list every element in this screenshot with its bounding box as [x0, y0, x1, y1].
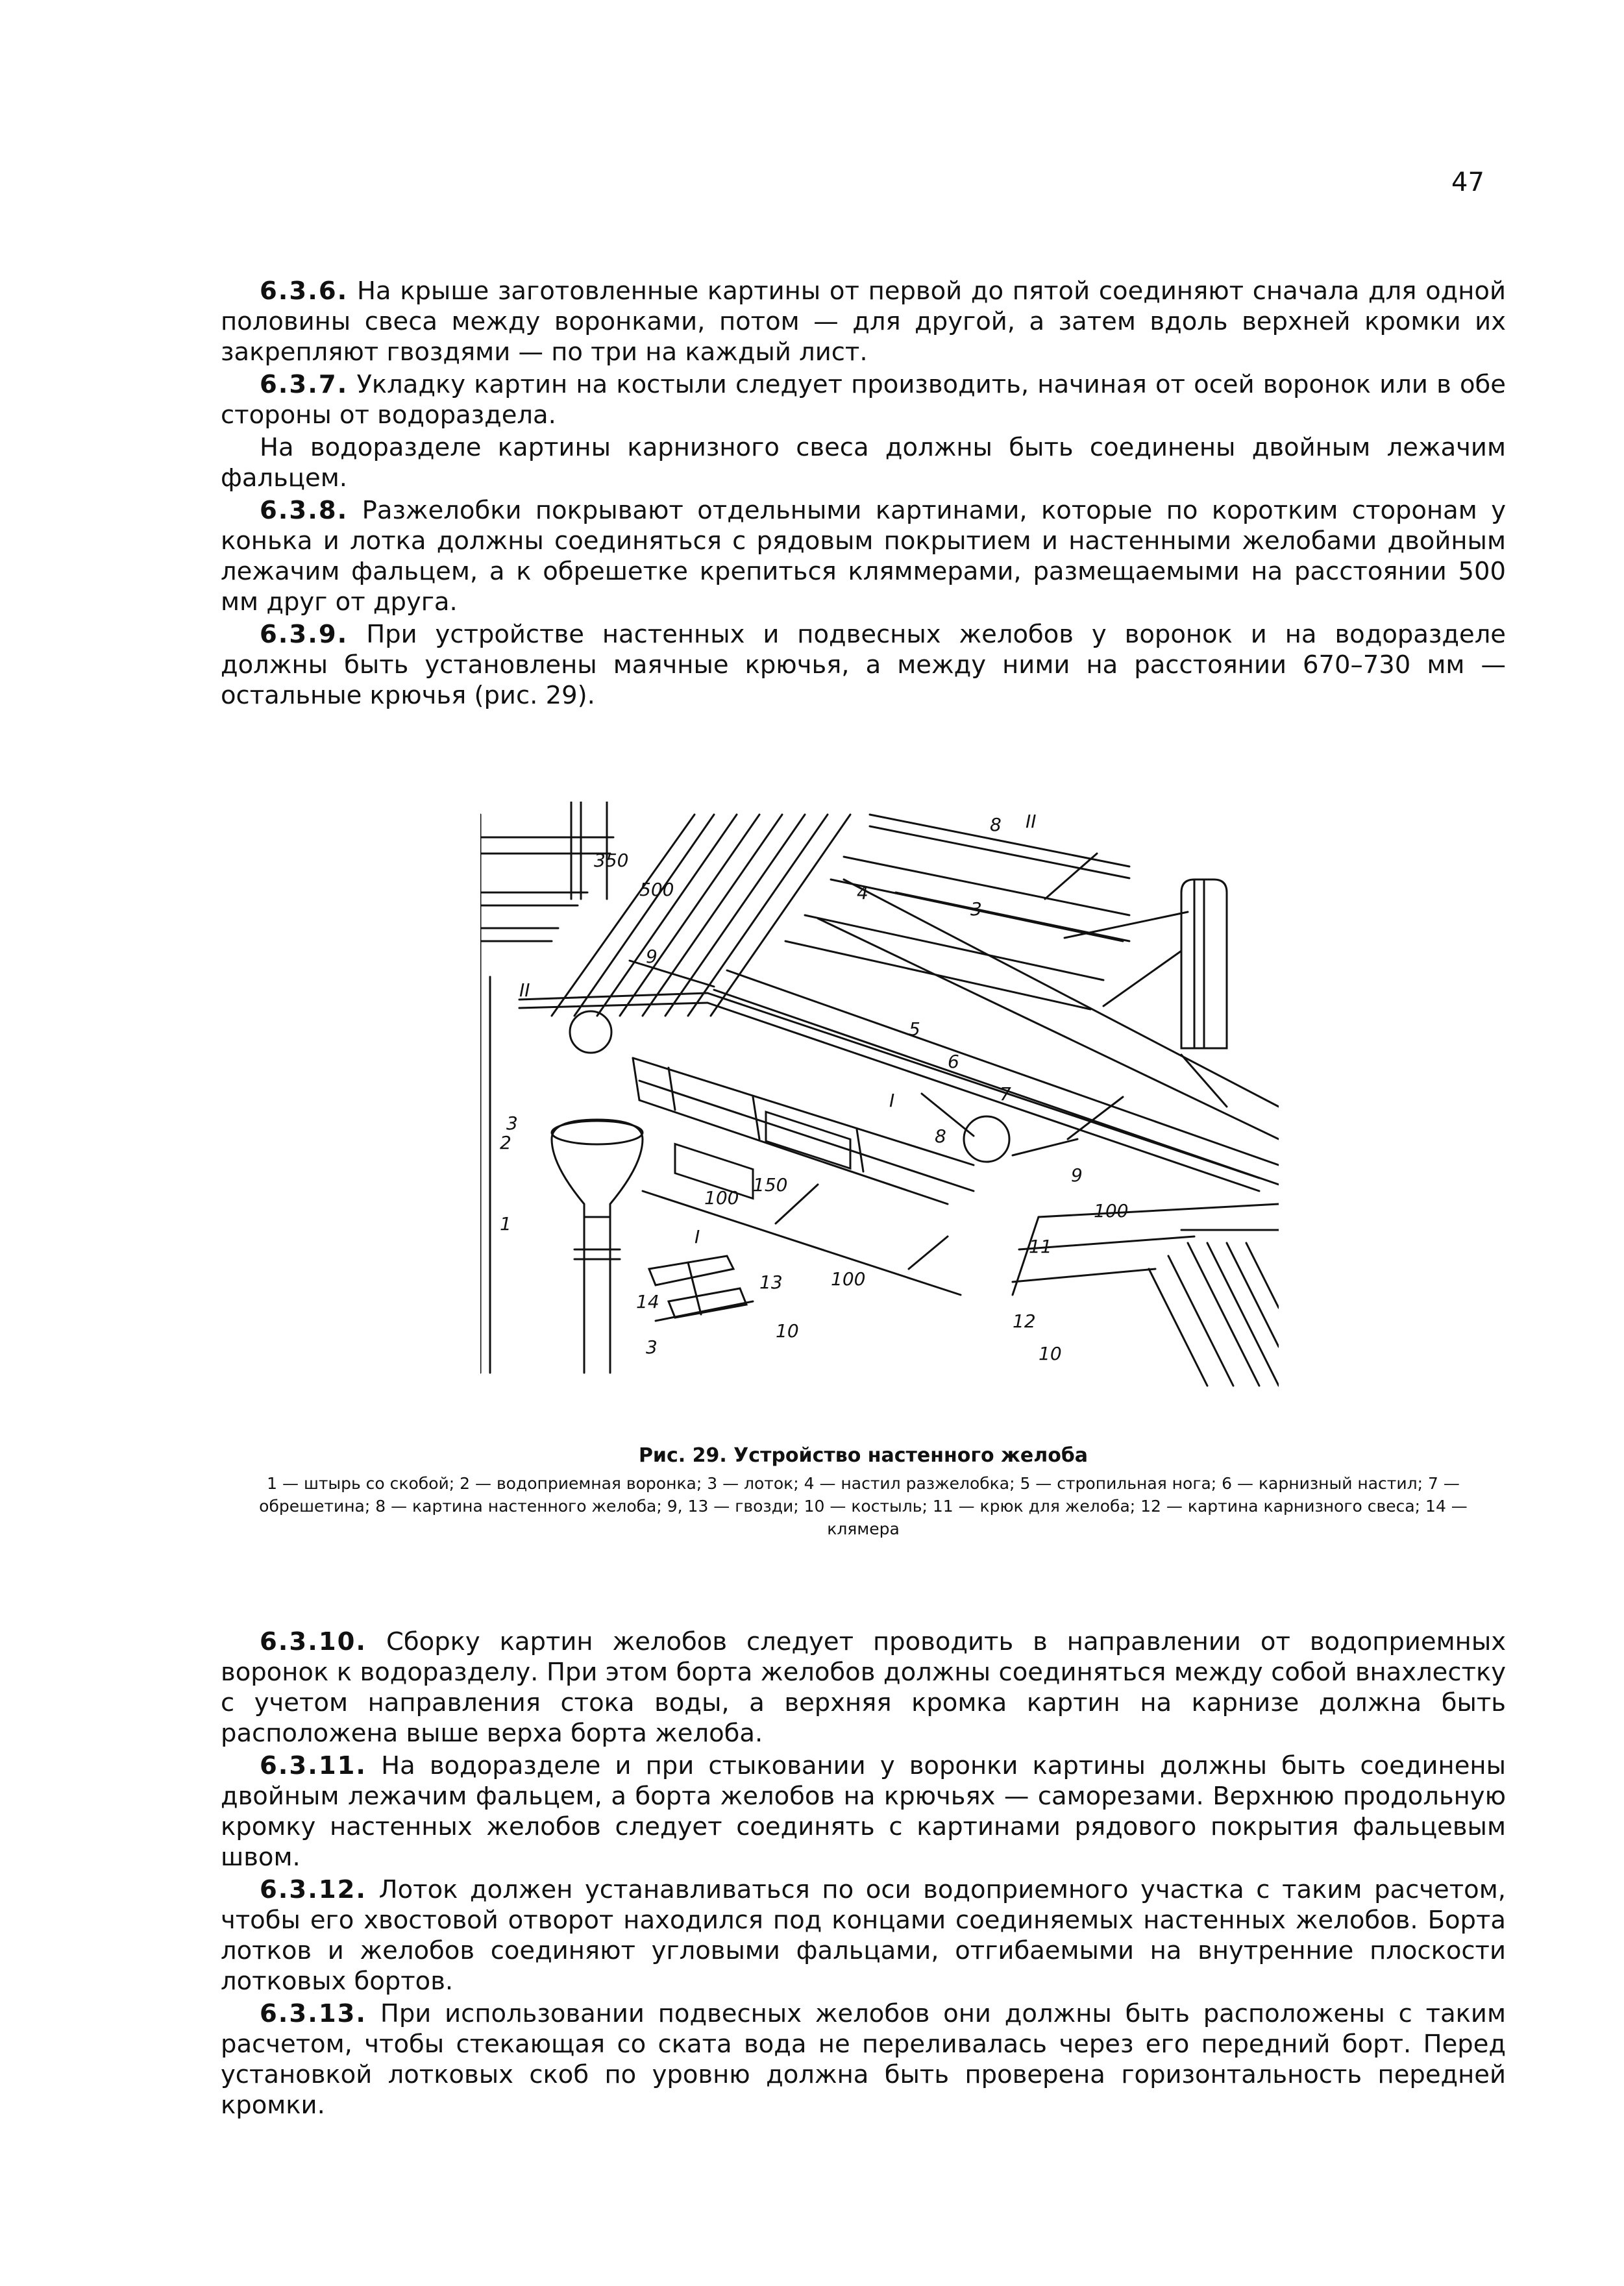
figure-label-13: 13	[759, 1272, 783, 1293]
figure-29-wall-gutter-drawing	[480, 802, 1279, 1399]
paragraph-6-3-10	[221, 1627, 1506, 1749]
figure-label-5: 5	[909, 1018, 920, 1040]
figure-label-500: 500	[639, 879, 674, 900]
paragraph-6-3-7	[221, 369, 1506, 430]
paragraph-number: 6.3.9.	[260, 620, 349, 649]
figure-label-100-c: 100	[831, 1268, 866, 1290]
paragraph-text: Лоток должен устанавливаться по оси водоприемного участка с таким расчетом, чтобы его хвостовой отворот находился под концами соединяемых настенных желобов. Борта лотков и желобов соединяют угловыми фальцами, отгибаемыми на внутренние плоскости лотковых бортов.	[221, 1875, 1506, 1996]
gutter-drawing	[480, 802, 1279, 1399]
figure-label-11: 11	[1029, 1236, 1052, 1257]
figure-label-3-detail: 3	[970, 898, 982, 920]
figure-label-100-b: 100	[1094, 1200, 1129, 1222]
paragraph-text: При использовании подвесных желобов они должны быть расположены с таким расчетом, чтобы стекающая со ската вода не переливалась через его передний борт. Перед установкой лотковых скоб по уровню должна быть проверена горизонтальность передней кромки.	[221, 1999, 1506, 2120]
caption-legend: 1 — штырь со скобой; 2 — водоприемная воронка; 3 — лоток; 4 — настил разжелобка; 5 — стропильная нога; 6 — карнизный настил; 7 — обрешетина; 8 — картина настенного желоба; 9, 13 — гвозди; 10 — костыль; 11 — крюк для желоба; 12 — картина карнизного свеса; 14 — клямера	[259, 1474, 1468, 1538]
paragraph-text: На водоразделе картины карнизного свеса должны быть соединены двойным лежачим фальцем.	[221, 433, 1506, 493]
figure-label-150: 150	[753, 1174, 788, 1196]
paragraph-6-3-12	[221, 1874, 1506, 1997]
figure-label-1: 1	[500, 1213, 511, 1235]
figure-label-4: 4	[857, 882, 868, 903]
paragraph-number: 6.3.8.	[260, 496, 349, 525]
figure-label-3-funnel: 3	[506, 1112, 518, 1134]
paragraph-6-3-6	[221, 276, 1506, 367]
figure-label-14: 14	[636, 1291, 659, 1312]
paragraph-text: Сборку картин желобов следует проводить в направлении от водоприемных воронок к водоразделу. При этом борта желобов должны соединяться между собой внахлестку с учетом направления стока воды, а верхняя кромка картин на карнизе должна быть расположена выше верха борта желоба.	[221, 1627, 1506, 1748]
paragraph-text: На крыше заготовленные картины от первой до пятой соединяют сначала для одной половины свеса между воронками, потом — для другой, а затем вдоль верхней кромки их закрепляют гвоздями — по три на каждый лист.	[221, 277, 1506, 367]
paragraph-number: 6.3.7.	[260, 370, 349, 399]
figure-label-12: 12	[1013, 1310, 1036, 1332]
paragraph-number: 6.3.6.	[260, 277, 349, 306]
figure-labels	[500, 811, 1128, 1364]
paragraph-text: На водоразделе и при стыковании у воронки картины должны быть соединены двойным лежачим фальцем, а борта желобов на крючьях — саморезами. Верхнюю продольную кромку настенных желобов следует соединять с картинами рядового покрытия фальцевым швом.	[221, 1751, 1506, 1872]
page-number: 47	[1451, 167, 1484, 197]
figure-label-10: 10	[1039, 1343, 1062, 1364]
paragraph-6-3-13	[221, 1998, 1506, 2120]
paragraph-number: 6.3.13.	[260, 1999, 367, 2028]
top-text-block	[221, 276, 1506, 713]
figure-label-100-a: 100	[704, 1187, 739, 1209]
figure-caption	[221, 1444, 1506, 1540]
paragraph-number: 6.3.11.	[260, 1751, 367, 1780]
figure-label-350: 350	[594, 850, 629, 871]
figure-label-roman-ii: II	[1026, 811, 1037, 832]
figure-label-3-clamp: 3	[646, 1336, 658, 1358]
figure-label-10-dim: 10	[776, 1320, 799, 1342]
paragraph-watershed	[221, 432, 1506, 493]
paragraph-text: При устройстве настенных и подвесных желобов у воронок и на водоразделе должны быть установлены маячные крючья, а между ними на расстоянии 670–730 мм — остальные крючья (рис. 29).	[221, 620, 1506, 710]
figure-label-roman-ii-b: II	[519, 979, 530, 1001]
paragraph-text: Разжелобки покрывают отдельными картинами, которые по коротким сторонам у конька и лотка должны соединяться с рядовым покрытием и настенными желобами двойным лежачим фальцем, а к обрешетке крепиться кляммерами, размещаемыми на расстоянии 500 мм друг от друга.	[221, 496, 1506, 617]
paragraph-number: 6.3.12.	[260, 1875, 367, 1904]
paragraph-6-3-11	[221, 1751, 1506, 1873]
paragraph-6-3-9	[221, 619, 1506, 711]
figure-label-roman-i: I	[889, 1090, 895, 1111]
figure-label-6: 6	[948, 1051, 959, 1072]
figure-label-7: 7	[1000, 1083, 1011, 1105]
figure-label-8-gutter: 8	[935, 1125, 946, 1147]
bottom-text-block	[221, 1627, 1506, 2122]
figure-label-9: 9	[646, 946, 658, 967]
paragraph-6-3-8	[221, 495, 1506, 617]
paragraph-text: Укладку картин на костыли следует производить, начиная от осей воронок или в обе стороны от водораздела.	[221, 370, 1506, 430]
paragraph-number: 6.3.10.	[260, 1627, 367, 1656]
figure-label-8: 8	[990, 814, 1002, 835]
figure-label-9-b: 9	[1071, 1164, 1083, 1186]
figure-label-2: 2	[500, 1132, 511, 1153]
figure-label-roman-i-b: I	[695, 1226, 700, 1247]
caption-title: Рис. 29. Устройство настенного желоба	[638, 1444, 1089, 1467]
